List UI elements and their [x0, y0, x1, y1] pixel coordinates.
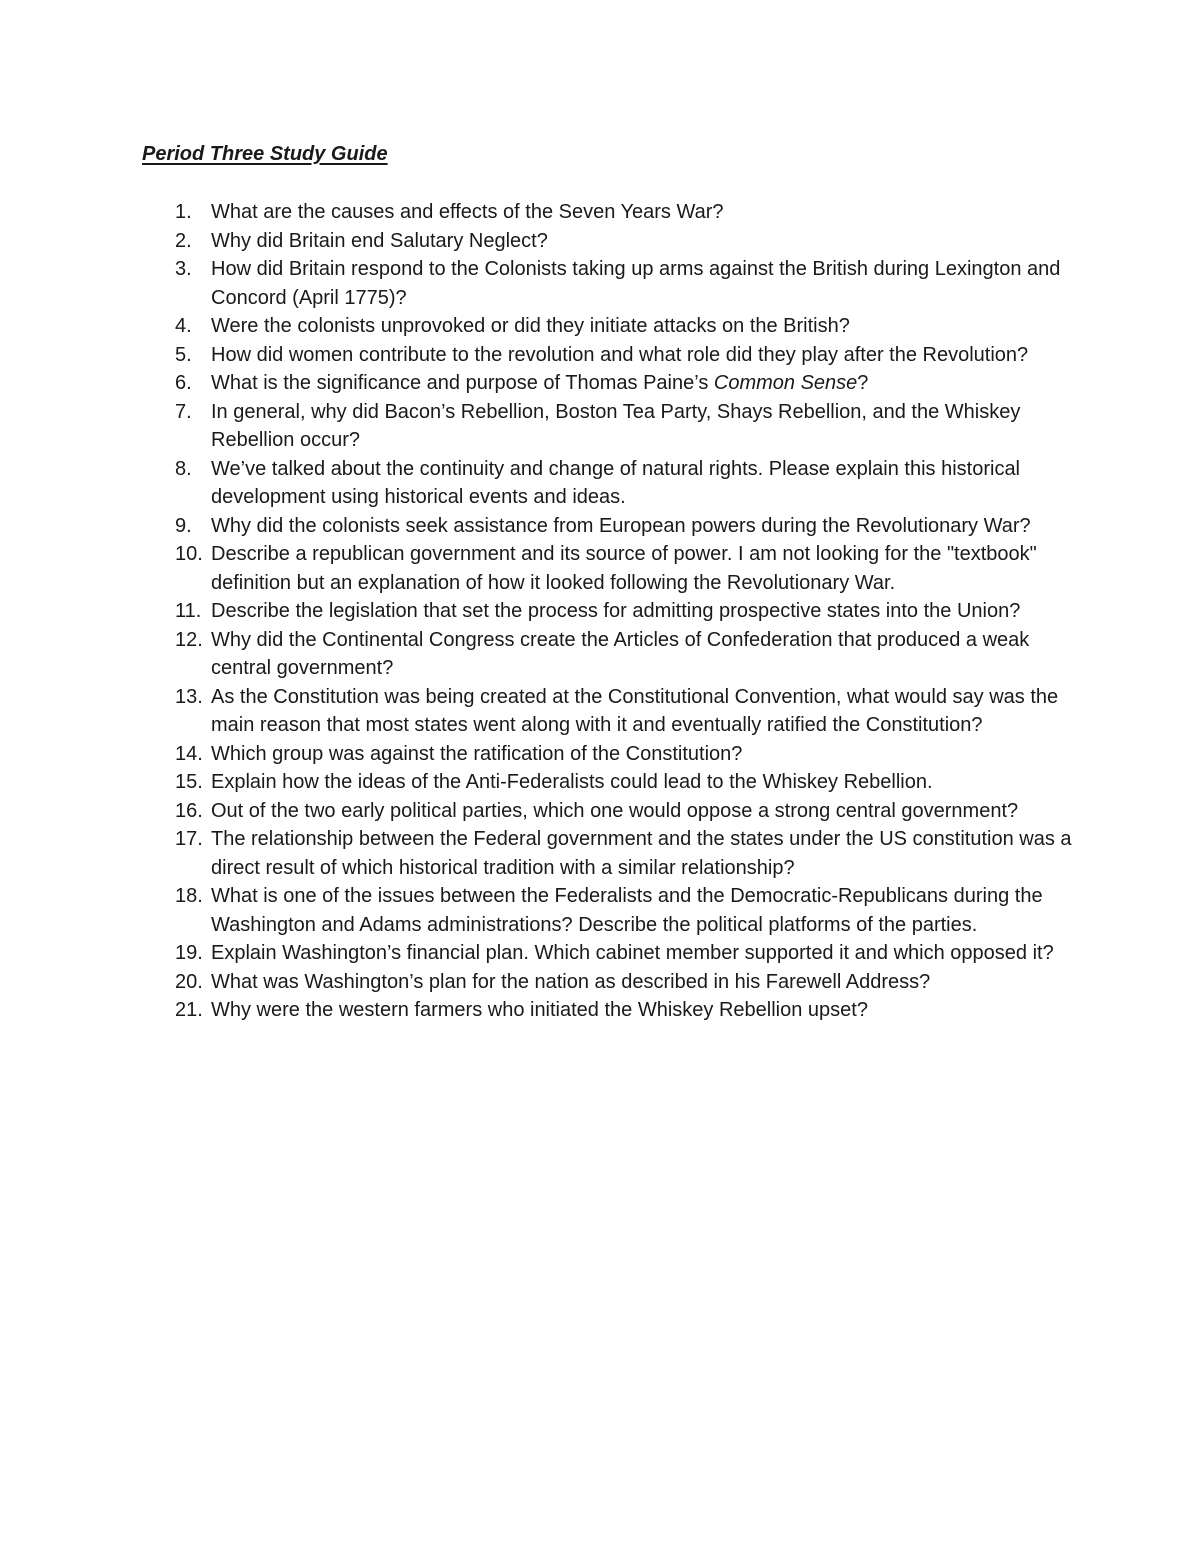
question-text: Describe the legislation that set the process for admitting prospective states into the Union?	[211, 600, 1021, 622]
question-text: Describe a republican government and its source of power. I am not looking for the "textbook" definition but an explanation of how it looked following the Revolutionary War.	[211, 543, 1037, 594]
question-number: 21.	[175, 999, 203, 1021]
question-text: How did Britain respond to the Colonists taking up arms against the British during Lexington and Concord (April 1775)?	[211, 258, 1061, 309]
question-item	[175, 198, 1075, 227]
question-item	[175, 341, 1075, 370]
question-text: The relationship between the Federal government and the states under the US constitution was a direct result of which historical tradition with a similar relationship?	[211, 828, 1072, 879]
question-item	[175, 512, 1075, 541]
question-text: Why were the western farmers who initiated the Whiskey Rebellion upset?	[211, 999, 868, 1021]
question-item	[175, 369, 1075, 398]
question-item	[175, 540, 1075, 597]
question-text: How did women contribute to the revolution and what role did they play after the Revolution?	[211, 343, 1029, 366]
question-number: 14.	[175, 742, 203, 765]
question-number: 13.	[175, 685, 203, 708]
question-text: What is one of the issues between the Federalists and the Democratic-Republicans during the Washington and Adams administrations? Describe the political platforms of the parties.	[211, 885, 1043, 936]
question-item	[175, 768, 1075, 797]
question-item	[175, 882, 1075, 939]
question-text: What are the causes and effects of the Seven Years War?	[211, 201, 724, 223]
question-number: 5.	[175, 343, 192, 366]
question-text: Why did the colonists seek assistance from European powers during the Revolutionary War?	[211, 514, 1031, 537]
question-text: Why did the Continental Congress create the Articles of Confederation that produced a weak central government?	[211, 628, 1030, 679]
question-text: What was Washington’s plan for the nation as described in his Farewell Address?	[211, 970, 931, 993]
page-title: Period Three Study Guide	[142, 143, 388, 165]
question-item	[175, 227, 1075, 256]
question-text-end: ?	[857, 372, 869, 394]
question-text: In general, why did Bacon’s Rebellion, Boston Tea Party, Shays Rebellion, and the Whiskey Rebellion occur?	[211, 400, 1021, 451]
question-item	[175, 312, 1075, 341]
question-text: Were the colonists unprovoked or did they initiate attacks on the British?	[211, 315, 850, 337]
question-number: 16.	[175, 799, 203, 822]
question-text: Explain how the ideas of the Anti-Federalists could lead to the Whiskey Rebellion.	[211, 771, 933, 793]
question-number: 20.	[175, 970, 203, 993]
question-number: 9.	[175, 514, 192, 537]
question-number: 2.	[175, 229, 192, 252]
question-number: 3.	[175, 258, 192, 280]
question-item	[175, 939, 1075, 968]
question-item	[175, 968, 1075, 997]
question-item	[175, 797, 1075, 826]
question-number: 6.	[175, 372, 192, 394]
question-number: 18.	[175, 885, 203, 907]
question-item	[175, 683, 1075, 740]
question-text-start: What is the significance and purpose of Thomas Paine’s	[211, 372, 714, 394]
question-item	[175, 825, 1075, 882]
question-number: 4.	[175, 315, 192, 337]
question-text: Out of the two early political parties, which one would oppose a strong central government?	[211, 799, 1019, 822]
question-number: 8.	[175, 457, 192, 480]
book-title: Common Sense	[713, 372, 858, 394]
question-number: 10.	[175, 543, 203, 565]
question-text: As the Constitution was being created at the Constitutional Convention, what would say was the main reason that most states went along with it and eventually ratified the Constitution?	[211, 685, 1059, 736]
question-list	[175, 198, 1075, 1025]
question-text: We’ve talked about the continuity and change of natural rights. Please explain this historical development using historical events and ideas.	[211, 457, 1021, 508]
question-number: 15.	[175, 771, 203, 793]
question-number: 11.	[175, 600, 202, 622]
question-item	[175, 398, 1075, 455]
question-number: 7.	[175, 400, 192, 423]
question-number: 19.	[175, 942, 203, 964]
question-text: Explain Washington’s financial plan. Which cabinet member supported it and which opposed it?	[211, 942, 1054, 964]
question-text: Which group was against the ratification of the Constitution?	[211, 742, 743, 765]
question-text: Why did Britain end Salutary Neglect?	[211, 229, 548, 252]
question-item	[175, 455, 1075, 512]
question-text	[211, 372, 868, 394]
question-number: 12.	[175, 628, 203, 651]
question-item	[175, 996, 1075, 1025]
question-number: 1.	[175, 201, 192, 223]
question-item	[175, 740, 1075, 769]
question-item	[175, 597, 1075, 626]
question-item	[175, 255, 1075, 312]
question-item	[175, 626, 1075, 683]
question-number: 17.	[175, 828, 203, 850]
